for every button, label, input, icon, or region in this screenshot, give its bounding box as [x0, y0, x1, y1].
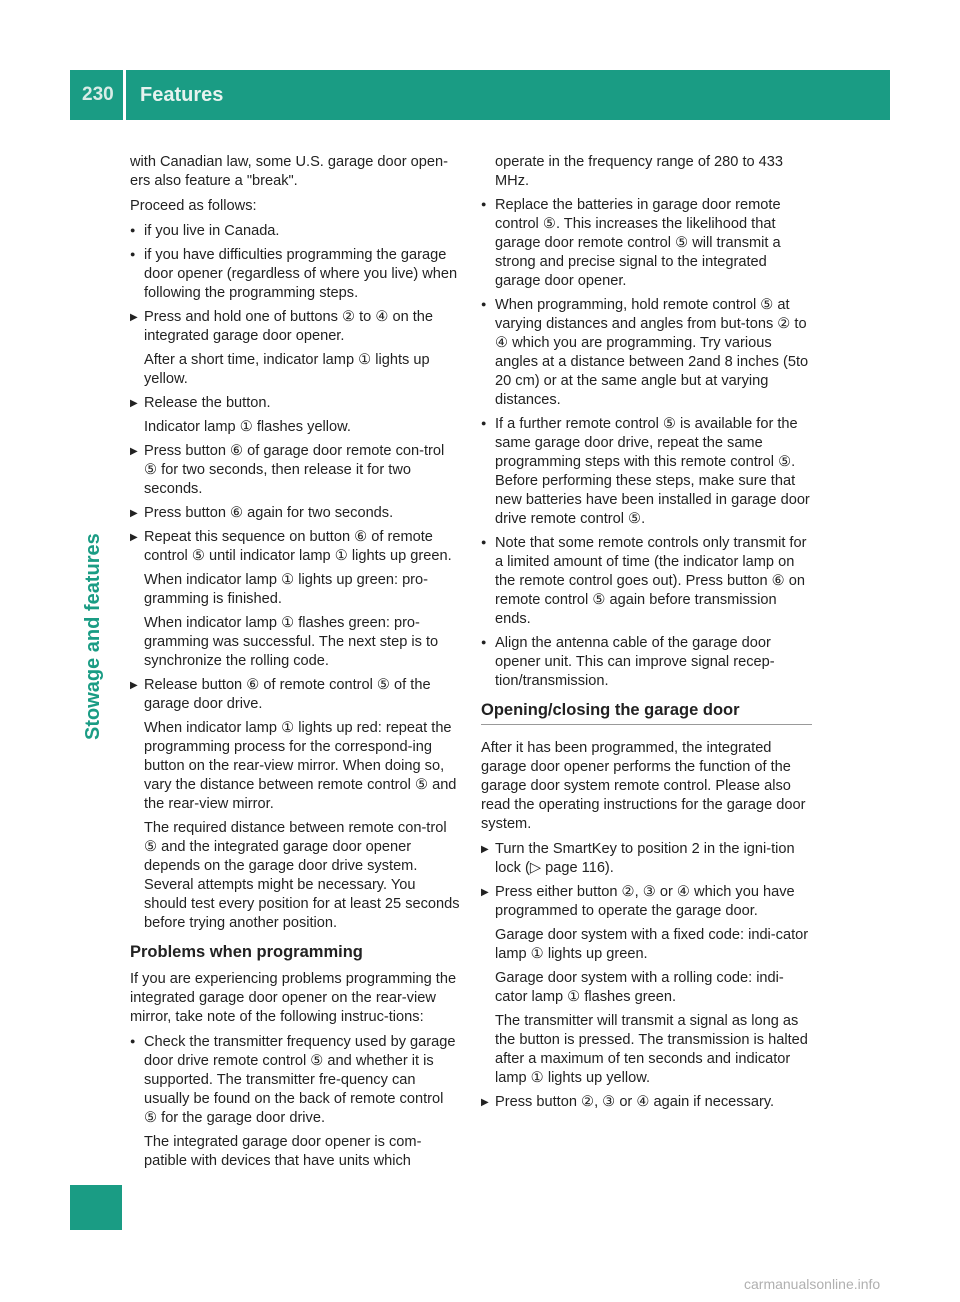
list-item — [130, 1033, 460, 1171]
list-item: ● When programming, hold remote control ⑤ at varying distances and angles from but-tons ② to ④ which you are programming. Try various angles at a distance between 2and 8 inches (5to 20 cm) or at the same angle but at varying distances. — [481, 296, 812, 410]
list-item: ● Note that some remote controls only transmit for a limited amount of time (the indicator lamp on the remote control goes out). Press button ⑥ on remote control ⑤ again before transmission ends. — [481, 534, 812, 629]
side-tab-block — [70, 1185, 122, 1230]
list-item: ● if you live in Canada. — [130, 222, 460, 241]
step-text: ▶ Press button ⑥ of garage door remote con-trol ⑤ for two seconds, then release it for two seconds. — [144, 443, 445, 497]
step-text: When indicator lamp ① flashes green: pro-gramming was successful. The next step is to synchronize the rolling code. — [144, 615, 439, 669]
step-text: The transmitter will transmit a signal as long as the button is pressed. The transmission is halted after a maximum of ten seconds and indicator lamp ① lights up yellow. — [495, 1013, 808, 1086]
step-text: ▶ Repeat this sequence on button ⑥ of remote control ⑤ until indicator lamp ① lights up green. — [144, 529, 452, 564]
list-text: The integrated garage door opener is com-patible with devices that have units which — [144, 1134, 422, 1169]
step-text: ▶ Release the button. — [144, 395, 271, 411]
step-item — [481, 1093, 812, 1112]
list-item: ● Replace the batteries in garage door remote control ⑤. This increases the likelihood that garage door remote control ⑤ will transmit a strong and precise signal to the integrated garage door opener. — [481, 196, 812, 291]
step-text: ▶ Press either button ②, ③ or ④ which you have programmed to operate the garage door. — [495, 884, 795, 919]
step-item — [130, 504, 460, 523]
step-item — [130, 442, 460, 499]
step-text: The required distance between remote con-trol ⑤ and the integrated garage door opener depends on the garage door drive system. Several attempts might be necessary. You should test every position for at least 25 seconds before trying another position. — [144, 820, 460, 931]
step-text: ▶ Press button ②, ③ or ④ again if necessary. — [495, 1094, 775, 1110]
section-intro: After it has been programmed, the integrated garage door opener performs the function of the garage door system remote control. Please also read the operating instructions for the garage door system. — [481, 740, 806, 832]
proceed-text: Proceed as follows: — [130, 198, 257, 214]
watermark: carmanualsonline.info — [744, 1276, 881, 1292]
step-text: Garage door system with a fixed code: indi-cator lamp ① lights up green. — [495, 927, 809, 962]
problems-intro: If you are experiencing problems programming the integrated garage door opener on the rear-view mirror, take note of the following instruc-tions: — [130, 971, 457, 1025]
step-text: ▶ Release button ⑥ of remote control ⑤ of the garage door drive. — [144, 677, 431, 712]
step-item — [130, 308, 460, 389]
step-text: ▶ Press and hold one of buttons ② to ④ on the integrated garage door opener. — [144, 309, 434, 344]
step-text: Indicator lamp ① flashes yellow. — [144, 419, 351, 435]
step-item — [481, 840, 812, 878]
list-item: ● If a further remote control ⑤ is available for the same garage door drive, repeat the same programming steps with this remote control ⑤. Before performing these steps, make sure that new batteries have been installed in garage door drive remote control ⑤. — [481, 415, 812, 529]
step-item — [130, 394, 460, 437]
side-tab-label: Stowage and features — [82, 533, 104, 740]
step-item — [130, 528, 460, 671]
step-item — [130, 676, 460, 933]
header-divider — [123, 70, 126, 120]
continued-text: operate in the frequency range of 280 to 433 MHz. — [495, 154, 784, 189]
problems-heading: Problems when programming — [130, 943, 363, 961]
step-text: When indicator lamp ① lights up green: pro-gramming is finished. — [144, 572, 429, 607]
step-item — [481, 883, 812, 1088]
section-heading: Opening/closing the garage door — [481, 701, 812, 725]
step-text: Garage door system with a rolling code: indi-cator lamp ① flashes green. — [495, 970, 784, 1005]
step-text: ▶ Turn the SmartKey to position 2 in the igni-tion lock (▷ page 116). — [495, 841, 795, 876]
page-number: 230 — [82, 84, 114, 105]
step-text: When indicator lamp ① lights up red: repeat the programming process for the correspond-ing button on the rear-view mirror. When doing so, vary the distance between remote control ⑤ and the rear-view mirror. — [144, 720, 457, 812]
list-item: ● if you have difficulties programming the garage door opener (regardless of where you live) when following the programming steps. — [130, 246, 460, 303]
section-title: Features — [140, 84, 224, 106]
right-column — [481, 153, 812, 1117]
list-item: ● Align the antenna cable of the garage door opener unit. This can improve signal recep-tion/transmission. — [481, 634, 812, 691]
step-text: ▶ Press button ⑥ again for two seconds. — [144, 505, 394, 521]
intro-text: with Canadian law, some U.S. garage door open-ers also feature a "break". — [130, 154, 449, 189]
list-text: ● Check the transmitter frequency used by garage door drive remote control ⑤ and whether it is supported. The transmitter fre-quency can usually be found on the back of remote control ⑤ for the garage door drive. — [144, 1034, 456, 1126]
step-text: After a short time, indicator lamp ① lights up yellow. — [144, 352, 430, 387]
left-column — [130, 153, 460, 1176]
